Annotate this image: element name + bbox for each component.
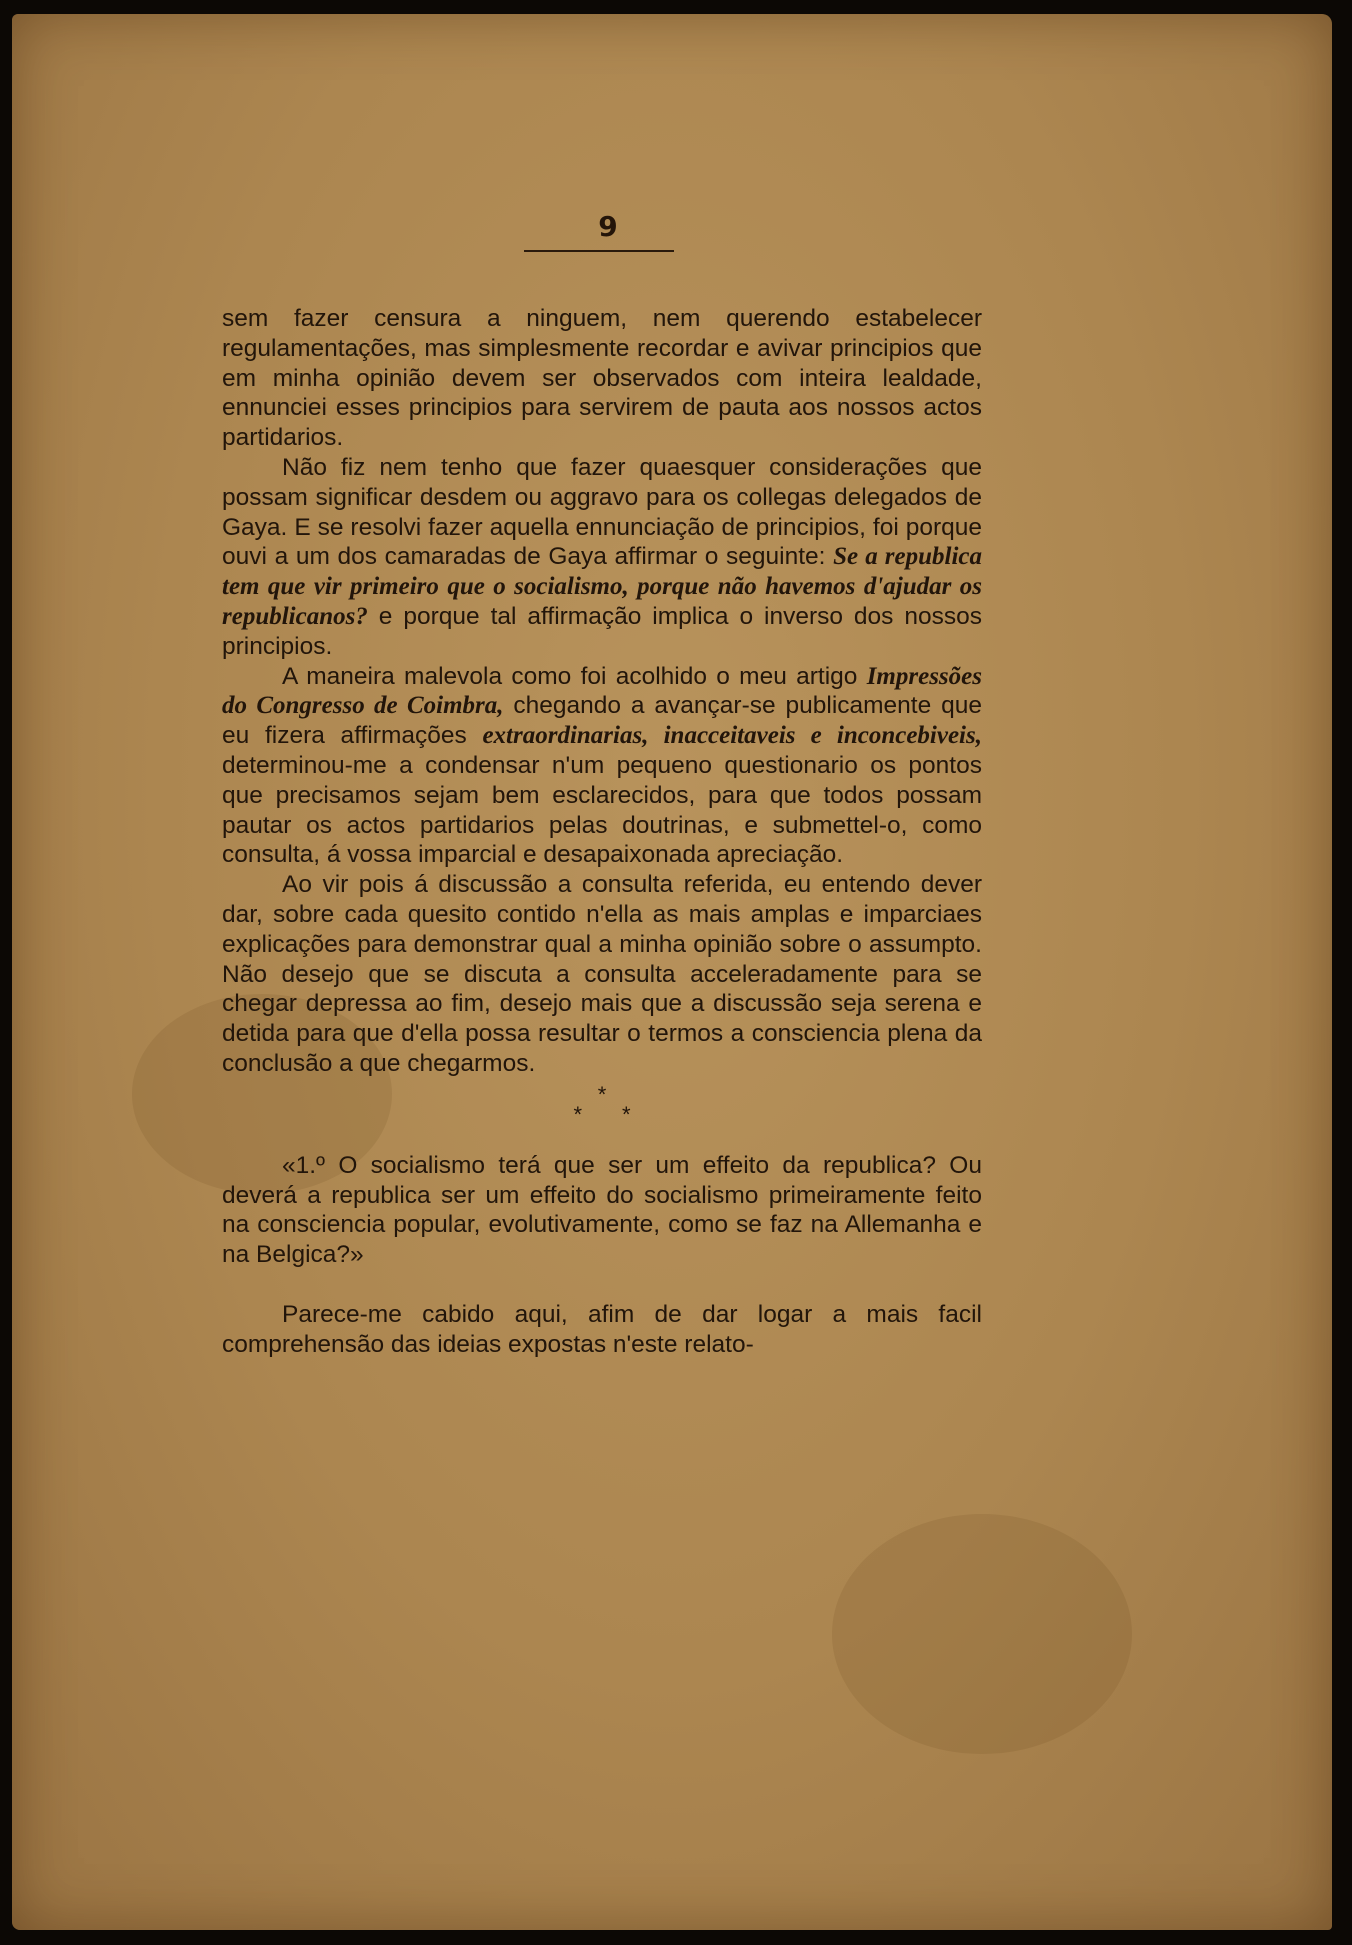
document-page — [12, 14, 1332, 1930]
paragraph: sem fazer censura a ninguem, nem querendo estabelecer regulamentações, mas simplesmente recordar e avivar principios que em minha opinião devem ser observados com inteira lealdade, ennunciei esses principios para servirem de pauta aos nossos actos partidarios. — [222, 305, 982, 452]
asterism-divider: * ** — [573, 1081, 671, 1127]
closing-paragraph: Parece-me cabido aqui, afim de dar logar a mais facil comprehensão das ideias expostas n'este relato- — [222, 1300, 982, 1358]
page-number: 9 — [598, 210, 618, 243]
question-quote: «1.º O socialismo terá que ser um effeito da republica? Ou deverá a republica ser um effeito do socialismo primeiramente feito na consciencia popular, evolutivamente, como se faz na Allemanha e na Belgica?» — [222, 1151, 982, 1269]
paragraph: Ao vir pois á discussão a consulta referida, eu entendo dever dar, sobre cada quesito contido n'ella as mais amplas e imparciaes explicações para demonstrar qual a minha opinião sobre o assumpto. Não desejo que se discuta a consulta acceleradamente para se chegar depressa ao fim, desejo mais que a discussão seja serena e detida para que d'ella possa resultar o termos a consciencia plena da conclusão a que chegarmos. — [222, 871, 982, 1077]
page-number-rule — [524, 250, 674, 252]
paragraph: A maneira malevola como foi acolhido o meu artigo Impressões do Congresso de Coimbra, chegando a avançar-se publicamente que eu fizera affirmações extraordinarias, inacceitaveis e inconcebiveis, determinou-me a condensar n'um pequeno questionario os pontos que precisamos sejam bem esclarecidos, para que todos possam pautar os actos partidarios pelas doutrinas, e submettel-o, como consulta, á vossa imparcial e desapaixonada apreciação. — [222, 662, 982, 869]
italic-phrase: extraordinarias, inacceitaveis e inconcebiveis, — [482, 722, 982, 750]
paragraph: Não fiz nem tenho que fazer quaesquer considerações que possam significar desdem ou aggravo para os collegas delegados de Gaya. E se resolvi fazer aquella ennunciação de principios, foi porque ouvi a um dos camaradas de Gaya affirmar o seguinte: Se a republica tem que vir primeiro que o socialismo, porque não havemos d'ajudar os republicanos? e porque tal affirmação implica o inverso dos nossos principios. — [222, 453, 982, 660]
italic-title: Impressões do Congresso de Coimbra, — [222, 662, 982, 720]
paper-stain — [832, 1514, 1132, 1754]
italic-quote: Se a republica tem que vir primeiro que o socialismo, porque não havemos d'ajudar os republicanos? — [222, 543, 982, 630]
body-text — [222, 304, 982, 1360]
